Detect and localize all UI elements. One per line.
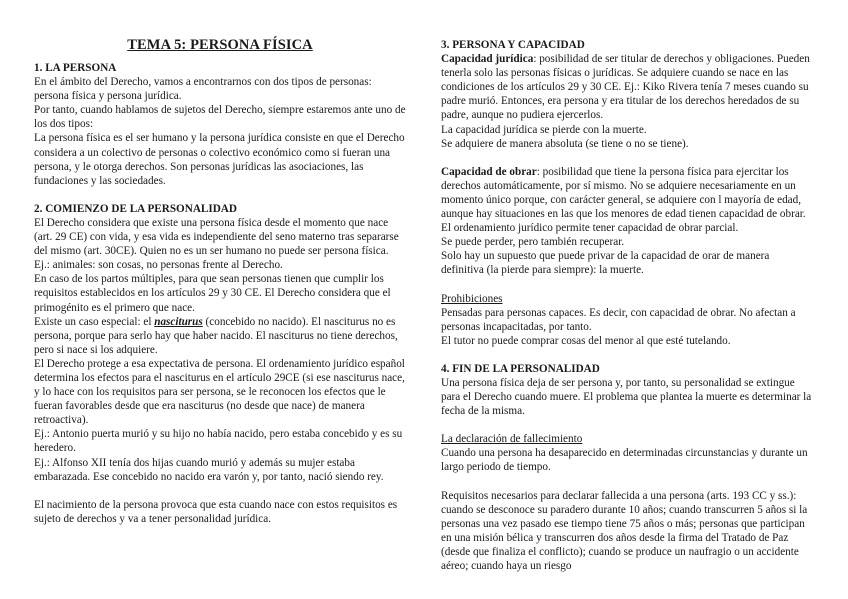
spacer bbox=[34, 484, 406, 498]
spacer bbox=[441, 418, 815, 432]
section-1-heading: 1. LA PERSONA bbox=[34, 62, 117, 74]
section-3-heading: 3. PERSONA Y CAPACIDAD bbox=[441, 39, 585, 51]
prohibiciones-heading: Prohibiciones bbox=[441, 292, 503, 305]
spacer bbox=[34, 188, 406, 202]
declaracion-heading: La declaración de fallecimiento bbox=[441, 433, 583, 446]
left-column bbox=[34, 36, 406, 526]
document-title: TEMA 5: PERSONA FÍSICA bbox=[127, 37, 313, 53]
nasciturus-definition: (concebido no nacido). El nasciturus no es persona, porque para serlo hay que haber nacido. El nasciturus no tiene derechos, pero si nace si los adquiere. bbox=[34, 315, 398, 356]
capacidad-obrar-term: Capacidad de obrar bbox=[441, 165, 537, 178]
capacidad-obrar-paragraph-2: El ordenamiento jurídico permite tener capacidad de obrar parcial. bbox=[441, 222, 739, 235]
prohibiciones-paragraph-1: Pensadas para personas capaces. Es decir, con capacidad de obrar. No afectan a personas incapacitadas, por tanto. bbox=[441, 306, 796, 333]
nasciturus-term: nasciturus bbox=[154, 315, 203, 328]
section-4-heading: 4. FIN DE LA PERSONALIDAD bbox=[441, 362, 600, 375]
spacer bbox=[441, 151, 815, 165]
spacer bbox=[441, 475, 815, 489]
section-2-paragraph-6: Ej.: Alfonso XII tenía dos hijas cuando murió y además su mujer estaba embarazada. Ese concebido no nacido era varón y, por tanto, nació siendo rey. bbox=[34, 456, 384, 483]
section-2-paragraph-7: El nacimiento de la persona provoca que esta cuando nace con estos requisitos es sujeto de derechos y va a tener personalidad jurídica. bbox=[34, 498, 398, 525]
section-1-paragraph-2: Por tanto, cuando hablamos de sujetos del Derecho, siempre estaremos ante uno de los dos tipos: bbox=[34, 104, 406, 131]
declaracion-paragraph-2: Requisitos necesarios para declarar fallecida a una persona (arts. 193 CC y ss.): cuando se desconoce su paradero durante 10 años; cuando transcurren 5 años si la personas una vez pasado ese tiempo tiene 75 años o más; personas que participan en una misión bélica y transcurren dos años desde la firma del Tratado de Paz (desde que finaliza el conflicto); cuando se produce un naufragio o un accidente aéreo; cuando haya un riesgo bbox=[441, 489, 808, 572]
nasciturus-intro: Existe un caso especial: el bbox=[34, 315, 155, 328]
section-2-paragraph-3 bbox=[34, 315, 406, 357]
capacidad-juridica-paragraph-2: La capacidad jurídica se pierde con la muerte. bbox=[441, 123, 647, 136]
prohibiciones-paragraph-2: El tutor no puede comprar cosas del menor al que esté tutelando. bbox=[441, 334, 731, 347]
section-1-paragraph-1: En el ámbito del Derecho, vamos a encontrarnos con dos tipos de personas: persona física y persona jurídica. bbox=[34, 76, 372, 103]
section-4-paragraph-1: Una persona física deja de ser persona y, por tanto, su personalidad se extingue para el Derecho cuando muere. El problema que plantea la muerte es determinar la fecha de la misma. bbox=[441, 376, 812, 418]
capacidad-juridica-paragraph bbox=[441, 52, 815, 122]
capacidad-juridica-paragraph-3: Se adquiere de manera absoluta (se tiene o no se tiene). bbox=[441, 137, 689, 150]
capacidad-juridica-definition: : posibilidad de ser titular de derechos y obligaciones. Pueden tenerla solo las personas físicas o jurídicas. Se adquiere cuando se nace en las condiciones de los artículos 29 y 30 CE. Ej.: Kiko Rivera tenía 7 meses cuando su padre murió. Entonces, era persona y era titular de los derechos heredados de su padre, aunque no pudiera ejercerlos. bbox=[441, 53, 810, 122]
section-2-heading: 2. COMIENZO DE LA PERSONALIDAD bbox=[34, 202, 237, 215]
capacidad-obrar-paragraph-3: Se puede perder, pero también recuperar. bbox=[441, 236, 625, 249]
section-2-paragraph-2: En caso de los partos múltiples, para que sean personas tienen que cumplir los requisitos establecidos en los artículos 29 y 30 CE. El Derecho considera que el primogénito es el primero que nace. bbox=[34, 273, 391, 314]
capacidad-juridica-term: Capacidad jurídica bbox=[441, 53, 534, 66]
capacidad-obrar-paragraph-4: Solo hay un supuesto que puede privar de la capacidad de orar de manera definitiva (la pierde para siempre): la muerte. bbox=[441, 250, 770, 277]
right-column bbox=[441, 38, 815, 573]
spacer bbox=[441, 278, 815, 292]
capacidad-obrar-definition: : posibilidad que tiene la persona física para ejercitar los derechos automáticamente, por sí mismo. No se adquiere necesariamente en un momento único porque, con carácter general, se adquiere con l mayoría de edad, aunque hay situaciones en las que los menores de edad tienen capacidad de obrar. bbox=[441, 165, 806, 221]
section-2-paragraph-5: Ej.: Antonio puerta murió y su hijo no había nacido, pero estaba concebido y es su heredero. bbox=[34, 428, 403, 455]
declaracion-paragraph-1: Cuando una persona ha desaparecido en determinadas circunstancias y durante un largo periodo de tiempo. bbox=[441, 447, 808, 474]
section-2-paragraph-4: El Derecho protege a esa expectativa de persona. El ordenamiento jurídico español determina los efectos para el nasciturus en el artículo 29CE (si ese nasciturus nace, y lo hace con los requisitos para ser persona, se le reconocen los efectos que le fueran favorables desde que era nasciturus (no desde que nace) de manera retroactiva). bbox=[34, 357, 405, 427]
section-1-paragraph-3: La persona física es el ser humano y la persona jurídica consiste en que el Derecho considera a un colectivo de personas o colectivo económico como si fueran una persona, y le otorga derechos. Son personas jurídicas las asociaciones, las fundaciones y las sociedades. bbox=[34, 132, 405, 187]
section-2-paragraph-1: El Derecho considera que existe una persona física desde el momento que nace (art. 29 CE) con vida, y esa vida es independiente del seno materno tras separarse del mismo (art. 30CE). Quien no es un ser humano no puede ser persona física. Ej.: animales: son cosas, no personas frente al Derecho. bbox=[34, 216, 399, 272]
spacer bbox=[441, 348, 815, 362]
capacidad-obrar-paragraph bbox=[441, 165, 815, 221]
